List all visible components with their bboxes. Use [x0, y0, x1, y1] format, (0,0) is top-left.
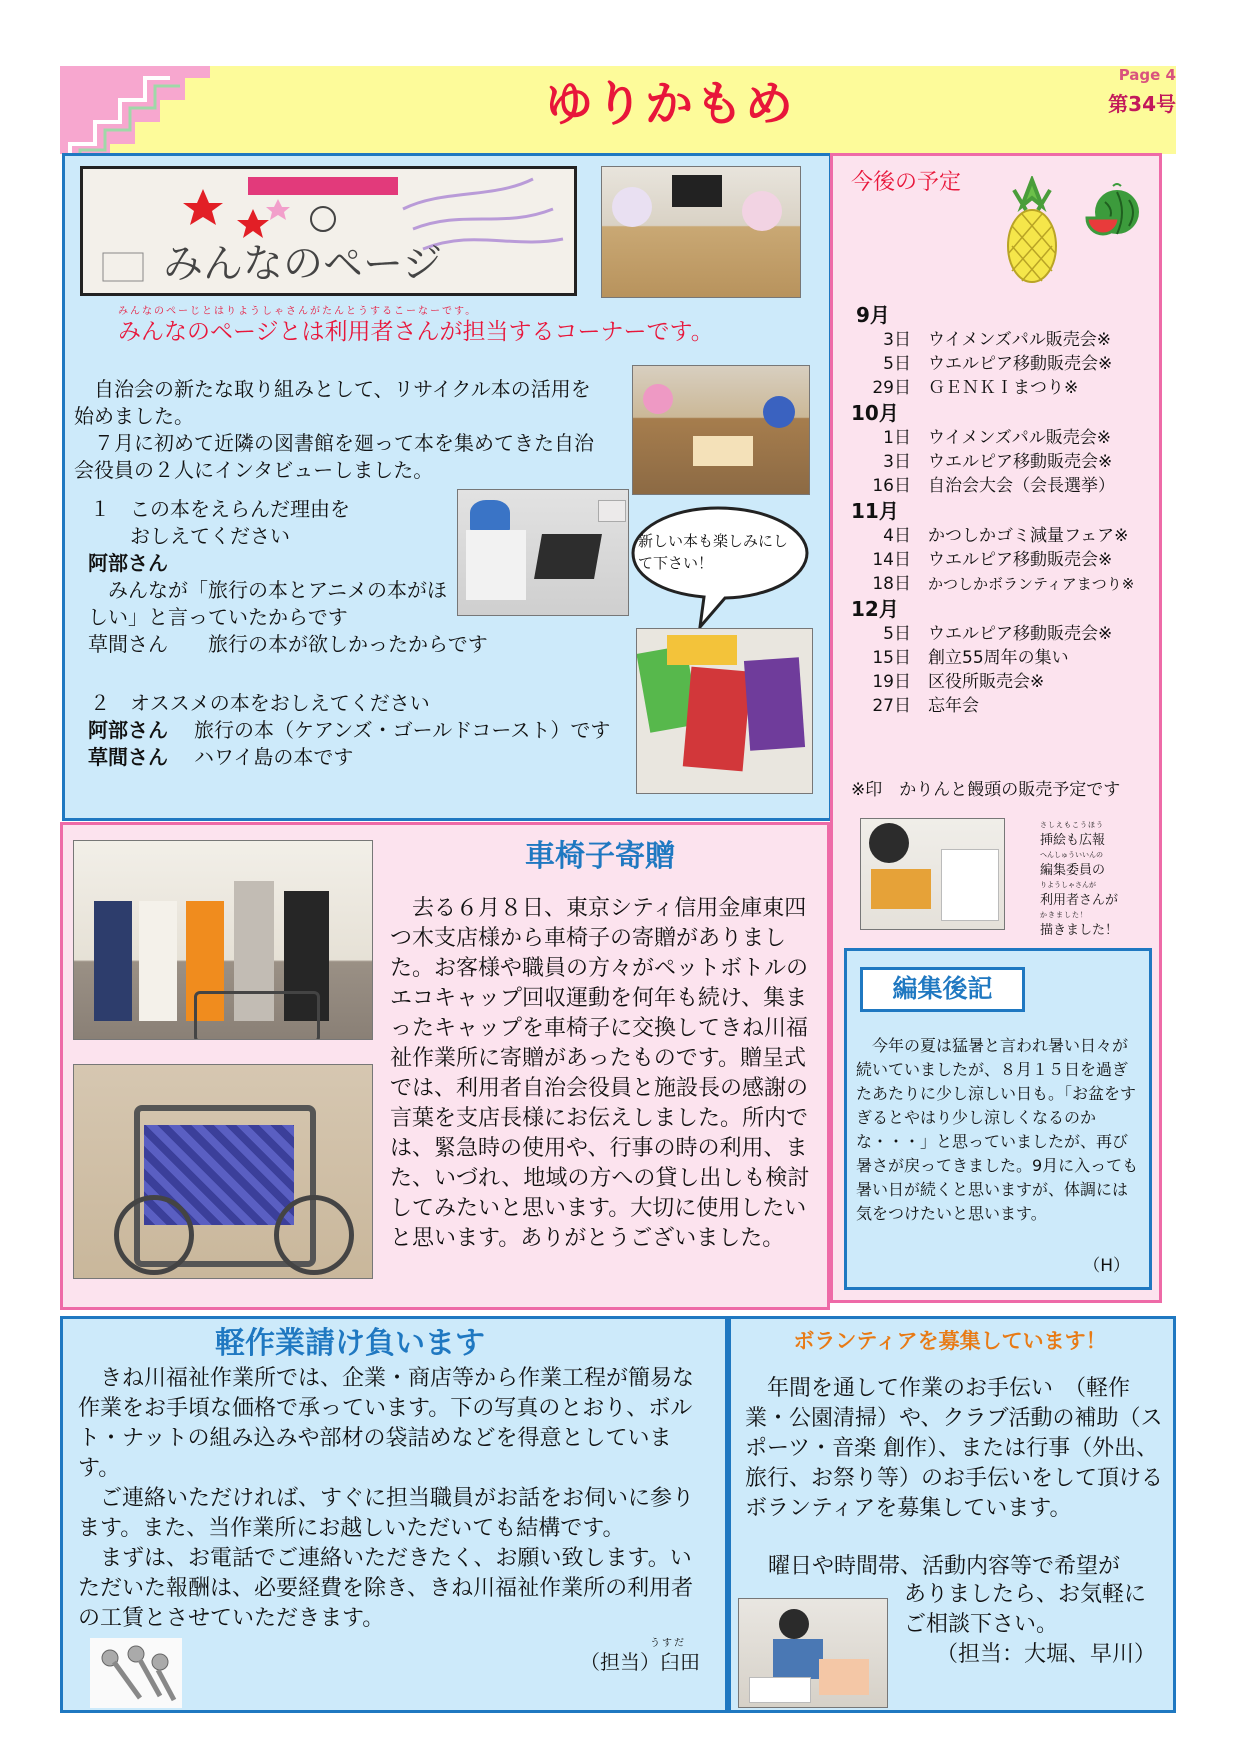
svg-text:みんなのページ: みんなのページ [163, 241, 443, 287]
schedule-day: 18日 [872, 574, 911, 594]
schedule-item [851, 376, 1151, 400]
photo-reading-books [632, 365, 810, 495]
schedule-event: 創立55周年の集い [928, 648, 1069, 668]
schedule-month-sep [851, 302, 1151, 400]
schedule-event: かつしかボランティアまつり※ [928, 575, 1135, 593]
schedule-day: 5日 [883, 354, 911, 374]
minna-heading-ruby: みんなのぺーじとはりようしゃさんがたんとうするこーなーです。 [118, 306, 478, 317]
minna-q2: ２ オススメの本をおしえてください [90, 691, 430, 715]
schedule-month-oct [851, 400, 1151, 498]
light-work-sign-ruby: うすだ [650, 1638, 686, 1649]
light-work-sign: （担当）臼田 [580, 1650, 700, 1674]
schedule-item [851, 694, 1151, 718]
schedule-item [851, 426, 1151, 450]
schedule-day: 4日 [883, 526, 911, 546]
illus-line-1: 挿絵も広報 [1040, 833, 1106, 848]
volunteer-body: 年間を通して作業のお手伝い （軽作業・公園清掃）や、クラブ活動の補助（スポーツ・音楽 創作）、または行事（外出、旅行、お祭り等）のお手伝いをして頂けるボランティアを募集しています。 [745, 1376, 1164, 1521]
editor-note-sign: （H） [1083, 1256, 1130, 1276]
light-work-title: 軽作業請け負います [215, 1326, 485, 1361]
schedule-item [851, 548, 1151, 572]
minna-q1-line1: １ この本をえらんだ理由を [90, 497, 350, 521]
schedule-month-nov [851, 498, 1151, 596]
schedule-day: 19日 [872, 672, 911, 692]
schedule-item [851, 450, 1151, 474]
light-work-p2: ご連絡いただければ、すぐに担当職員がお話をお伺いに参ります。また、当作業所にお越しいただいても結構です。 [78, 1486, 695, 1541]
schedule-item [851, 646, 1151, 670]
schedule-day: 27日 [872, 696, 911, 716]
schedule-list [851, 302, 1151, 718]
photo-travel-books [636, 628, 813, 794]
schedule-event: 区役所販売会※ [928, 672, 1045, 692]
photo-meeting-room [601, 166, 801, 298]
schedule-event: ウイメンズパル販売会※ [928, 330, 1112, 350]
minna-abe-label-2: 阿部さん [88, 718, 168, 742]
speech-bubble-text: 新しい本も楽しみにして下さい！ [638, 532, 789, 572]
schedule-day: 14日 [872, 550, 911, 570]
photo-laptop [457, 489, 629, 616]
schedule-day: 15日 [872, 648, 911, 668]
photo-donation-group [73, 840, 373, 1040]
minna-title-drawing [80, 166, 577, 296]
illus-ruby-3: りようしゃさんが [1040, 881, 1096, 889]
minna-q1-line2: おしえてください [130, 524, 290, 548]
schedule-note: ※印 かりんと饅頭の販売予定です [851, 780, 1121, 800]
schedule-item [851, 474, 1151, 498]
schedule-item [851, 352, 1151, 376]
schedule-day: 29日 [872, 378, 911, 398]
illus-ruby-2: へんしゅういいんの [1040, 851, 1103, 859]
pineapple-illustration [1002, 176, 1062, 284]
schedule-event: ウエルピア移動販売会※ [928, 354, 1113, 374]
illustration-note [1040, 818, 1160, 938]
volunteer-sign: （担当：大堀、早川） [935, 1642, 1156, 1667]
schedule-event: 自治会大会（会長選挙） [928, 476, 1115, 496]
schedule-item [851, 572, 1151, 596]
light-work-p1: きね川福祉作業所では、企業・商店等から作業工程が簡易な作業をお手頃な価格で承っています。下の写真のとおり、ボルト・ナットの組み込みや部材の袋詰めなどを得意としています。 [78, 1366, 695, 1481]
light-work-body [78, 1364, 706, 1634]
schedule-item [851, 328, 1151, 352]
minna-intro-p1: 自治会の新たな取り組みとして、リサイクル本の活用を始めました。 [74, 377, 591, 428]
schedule-day: 5日 [883, 624, 911, 644]
volunteer-body-2c: ご相談下さい。 [904, 1612, 1059, 1637]
illus-ruby-4: かきました！ [1040, 911, 1088, 919]
schedule-event: ウエルピア移動販売会※ [928, 550, 1113, 570]
schedule-item [851, 670, 1151, 694]
minna-intro-p2: ７月に初めて近隣の図書館を廻って本を集めてきた自治会役員の２人にインタビューしました。 [74, 431, 594, 482]
schedule-day: 3日 [883, 452, 911, 472]
schedule-event: ＧＥＮＫＩまつり※ [928, 378, 1079, 398]
minna-intro [74, 376, 594, 484]
light-work-p3: まずは、お電話でご連絡いただきたく、お願い致します。いただいた報酬は、必要経費を除き、きね川福祉作業所の利用者の工賃とさせていただきます。 [78, 1546, 694, 1631]
photo-volunteer-activity [738, 1598, 888, 1708]
schedule-event: ウイメンズパル販売会※ [928, 428, 1112, 448]
minna-abe-answer-1: みんなが「旅行の本とアニメの本がほしい」と言っていたからです [88, 578, 447, 629]
photo-drawing [860, 818, 1005, 930]
page-number: Page 4 [1118, 66, 1176, 84]
minna-abe-answer-2: 旅行の本（ケアンズ・ゴールドコースト）です [194, 718, 611, 742]
minna-abe-label-1: 阿部さん [88, 551, 168, 575]
header-stairs-decoration [60, 66, 210, 154]
minna-kusama-answer-1: 草間さん 旅行の本が欲しかったからです [88, 632, 488, 656]
photo-wheelchair [73, 1064, 373, 1279]
volunteer-title: ボランティアを募集しています！ [793, 1329, 1107, 1353]
schedule-item [851, 622, 1151, 646]
illus-line-3: 利用者さんが [1040, 893, 1119, 908]
minna-kusama-answer-2: ハワイ島の本です [194, 745, 354, 769]
editor-note-body: 今年の夏は猛暑と言われ暑い日々が続いていましたが、８月１５日を過ぎたあたりに少し涼しい日も。「お盆をすぎるとやはり少し涼しくなるのかな・・・」と思っていましたが、再び暑さが戻ってきました。9月に入っても暑い日が続くと思いますが、体調には気をつけたいと思います。 [856, 1036, 1139, 1223]
schedule-event: 忘年会 [928, 696, 979, 716]
issue-number: 第34号 [1108, 92, 1176, 116]
newsletter-title: ゆりかもめ [544, 76, 795, 132]
schedule-month-label: 12月 [851, 597, 899, 621]
schedule-day: 16日 [872, 476, 911, 496]
watermelon-illustration [1083, 182, 1141, 244]
volunteer-body-2a: 曜日や時間帯、活動内容等で希望が [768, 1554, 1121, 1579]
minna-heading: みんなのページとは利用者さんが担当するコーナーです。 [118, 319, 714, 345]
minna-kusama-label-2: 草間さん [88, 745, 168, 769]
schedule-month-label: 9月 [856, 303, 890, 327]
schedule-event: ウエルピア移動販売会※ [928, 624, 1113, 644]
illus-ruby-1: さしえもこうほう [1040, 821, 1104, 829]
schedule-event: ウエルピア移動販売会※ [928, 452, 1113, 472]
schedule-title: 今後の予定 [851, 170, 962, 195]
volunteer-body-2b: ありましたら、お気軽に [904, 1582, 1147, 1607]
illus-line-2: 編集委員の [1040, 863, 1106, 878]
schedule-item [851, 524, 1151, 548]
schedule-month-dec [851, 596, 1151, 718]
schedule-month-label: 11月 [851, 499, 899, 523]
illus-line-4: 描きました！ [1040, 923, 1119, 938]
wheelchair-title: 車椅子寄贈 [525, 839, 675, 874]
wheelchair-body: 去る６月８日、東京シティ信用金庫東四つ木支店様から車椅子の寄贈がありました。お客様や職員の方々がペットボトルのエコキャップ回収運動を何年も続け、集まったキャップを車椅子に交換してきね川福祉作業所に寄贈があったものです。贈呈式では、利用者自治会役員と施設長の感謝の言葉を支店長様にお伝えしました。所内では、緊急時の使用や、行事の時の利用、また、いづれ、地域の方への貸し出しも検討してみたいと思います。大切に使用したいと思います。ありがとうございました。 [390, 896, 810, 1251]
schedule-month-label: 10月 [851, 401, 899, 425]
editor-note-title: 編集後記 [892, 974, 993, 1003]
schedule-event: かつしかゴミ減量フェア※ [928, 526, 1129, 546]
schedule-day: 3日 [883, 330, 911, 350]
schedule-day: 1日 [883, 428, 911, 448]
screws-image [90, 1638, 182, 1708]
